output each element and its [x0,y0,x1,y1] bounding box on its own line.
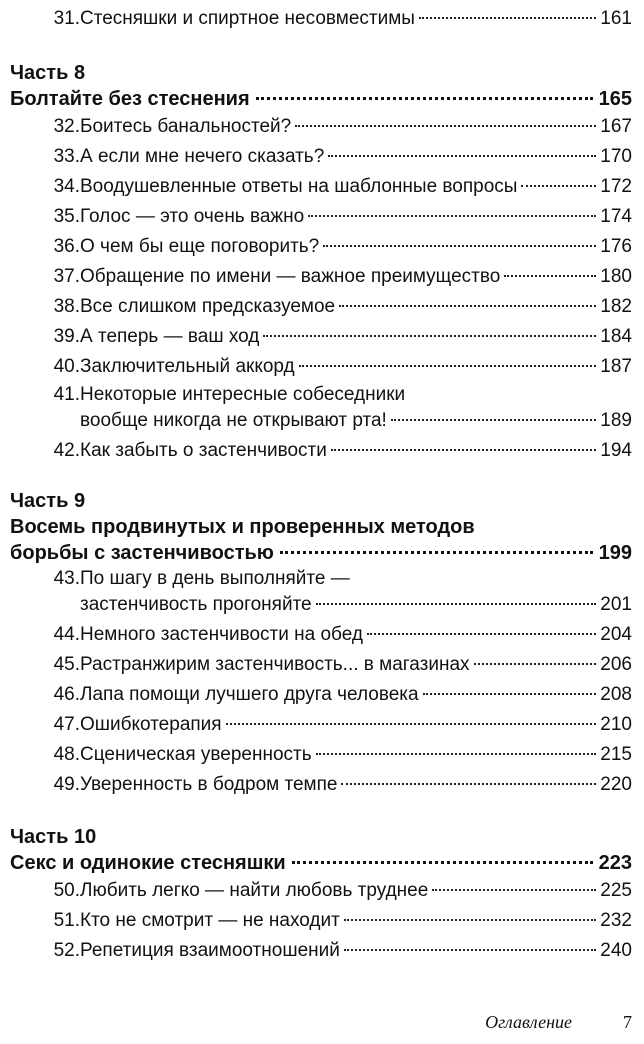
entry-number: 44. [53,624,80,645]
part-page: 223 [598,852,632,874]
entry-number: 39. [53,326,80,347]
entry-number: 33. [53,146,80,167]
part-title-line [10,84,632,114]
dot-leader [521,185,596,187]
entry-number: 34. [53,176,80,197]
entry-page: 172 [600,176,632,197]
entry-number: 50. [53,880,80,901]
toc-entry [0,770,644,800]
entry-page: 206 [600,654,632,675]
dot-leader [423,693,597,695]
dot-leader [432,889,596,891]
dot-leader [419,17,596,19]
entry-page: 161 [600,8,632,29]
toc-entry [0,4,644,34]
dot-leader [504,275,596,277]
entry-number: 42. [53,440,80,461]
entry-title: Любить легко — найти любовь труднее [80,880,429,901]
entry-title: застенчивость прогоняйте [80,594,312,615]
dot-leader [308,215,596,217]
toc-entry [0,680,644,710]
part-title: борьбы с застенчивостью [10,542,274,564]
dot-leader [226,723,597,725]
entry-title: Кто не смотрит — не находит [80,910,340,931]
entry-page: 174 [600,206,632,227]
entry-title: А если мне нечего сказать? [80,146,325,167]
entry-page: 232 [600,910,632,931]
toc-entry [0,620,644,650]
entry-title: Сценическая уверенность [80,744,312,765]
entry-page: 225 [600,880,632,901]
entry-number: 31. [53,8,80,29]
entry-title: Боитесь банальностей? [80,116,292,137]
dot-leader [474,663,597,665]
toc-entry [0,172,644,202]
entry-number: 47. [53,714,80,735]
toc-entry [0,876,644,906]
entry-page: 176 [600,236,632,257]
entry-page: 184 [600,326,632,347]
entry-number: 36. [53,236,80,257]
entry-page: 208 [600,684,632,705]
entry-title: Растранжирим застенчивость... в магазинах [80,654,470,675]
entry-title: Уверенность в бодром темпе [80,774,338,795]
dot-leader [316,753,597,755]
entry-number: 49. [53,774,80,795]
toc-entry [0,352,644,382]
entry-page: 201 [600,594,632,615]
entry-number: 35. [53,206,80,227]
dot-leader [367,633,596,635]
toc-entry [0,292,644,322]
entry-title: Немного застенчивости на обед [80,624,363,645]
toc-entry [0,262,644,292]
toc-entry [0,590,644,620]
page-number: 7 [623,1012,632,1032]
part-page: 199 [598,542,632,564]
dot-leader [295,125,596,127]
dot-leader [323,245,596,247]
part-title-line [10,848,632,878]
dot-leader [344,919,596,921]
entry-page: 215 [600,744,632,765]
dot-leader [344,949,596,951]
part-label: Часть 8 [10,62,86,84]
entry-title: Репетиция взаимоотношений [80,940,340,961]
entry-number: 43. [53,568,80,589]
part-page: 165 [598,88,632,110]
part-title: Болтайте без стеснения [10,88,250,110]
dot-leader [328,155,596,157]
entry-page: 210 [600,714,632,735]
toc-entry [0,710,644,740]
entry-number: 41. [53,384,80,405]
page-footer [0,1012,644,1038]
part-label: Часть 10 [10,826,97,848]
entry-number: 32. [53,116,80,137]
dot-leader [299,365,597,367]
entry-page: 187 [600,356,632,377]
toc-entry [0,650,644,680]
dot-leader [331,449,596,451]
toc-entry [0,232,644,262]
entry-title: О чем бы еще поговорить? [80,236,320,257]
entry-title: Все слишком предсказуемое [80,296,336,317]
dot-leader [339,305,596,307]
toc-entry [0,740,644,770]
toc-entry [0,322,644,352]
entry-title-line1: Некоторые интересные собеседники [80,384,406,405]
entry-page: 204 [600,624,632,645]
entry-title: Как забыть о застенчивости [80,440,327,461]
entry-page: 182 [600,296,632,317]
entry-title: Обращение по имени — важное преимущество [80,266,501,287]
toc-entry [0,936,644,966]
entry-number: 51. [53,910,80,931]
entry-page: 180 [600,266,632,287]
dot-leader [391,419,596,421]
part-title-line1: Восемь продвинутых и проверенных методов [10,516,475,538]
part-title: Секс и одинокие стесняшки [10,852,286,874]
entry-title: Голос — это очень важно [80,206,305,227]
entry-number: 37. [53,266,80,287]
toc-entry [0,112,644,142]
toc-entry [0,202,644,232]
running-footer-section: Оглавление [485,1012,572,1032]
entry-number: 40. [53,356,80,377]
entry-title: Лапа помощи лучшего друга человека [80,684,419,705]
entry-page: 194 [600,440,632,461]
entry-page: 240 [600,940,632,961]
entry-title: вообще никогда не открывают рта! [80,410,387,431]
toc-entry [0,436,644,466]
entry-page: 189 [600,410,632,431]
entry-page: 167 [600,116,632,137]
dot-leader [256,97,593,100]
entry-number: 38. [53,296,80,317]
dot-leader [263,335,596,337]
entry-page: 170 [600,146,632,167]
dot-leader [341,783,596,785]
dot-leader [292,861,593,864]
entry-title-line1: По шагу в день выполняйте — [80,568,350,589]
toc-entry [0,906,644,936]
entry-number: 46. [53,684,80,705]
toc-entry [0,406,644,436]
dot-leader [280,551,593,554]
entry-page: 220 [600,774,632,795]
toc-entry [0,142,644,172]
entry-title: Стесняшки и спиртное несовместимы [80,8,415,29]
part-label: Часть 9 [10,490,86,512]
entry-title: Ошибкотерапия [80,714,222,735]
entry-number: 45. [53,654,80,675]
entry-title: Заключительный аккорд [80,356,295,377]
entry-title: А теперь — ваш ход [80,326,260,347]
entry-number: 52. [53,940,80,961]
entry-number: 48. [53,744,80,765]
entry-title: Воодушевленные ответы на шаблонные вопросы [80,176,518,197]
dot-leader [316,603,597,605]
